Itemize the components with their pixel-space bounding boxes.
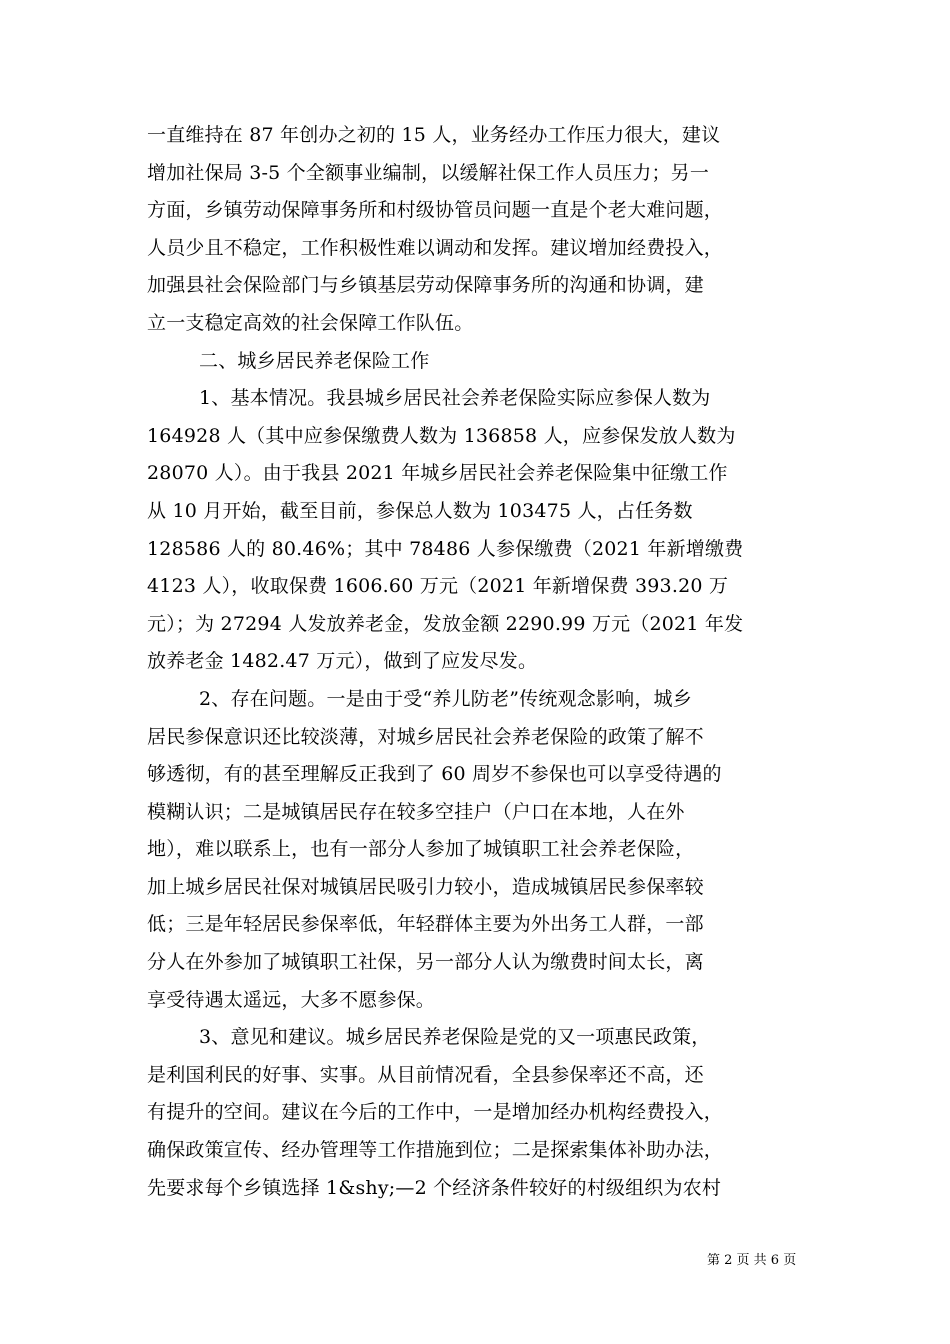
text-line: 先要求每个乡镇选择 1&shy;—2 个经济条件较好的村级组织为农村: [147, 1176, 722, 1199]
text-line: 增加社保局 3-5 个全额事业编制，以缓解社保工作人员压力；另一: [147, 161, 710, 184]
text-line: 有提升的空间。建议在今后的工作中，一是增加经办机构经费投入，: [147, 1101, 724, 1124]
text-line: 128586 人的 80.46%；其中 78486 人参保缴费（2021 年新增缴费: [147, 537, 744, 560]
text-line: 模糊认识；二是城镇居民存在较多空挂户（户口在本地，人在外: [147, 800, 685, 823]
text-line: 人员少且不稳定，工作积极性难以调动和发挥。建议增加经费投入，: [147, 236, 724, 259]
section-heading: 二、城乡居民养老保险工作: [199, 349, 430, 372]
text-line: 加强县社会保险部门与乡镇基层劳动保障事务所的沟通和协调，建: [147, 274, 704, 297]
page-number: 第 2 页 共 6 页: [707, 1253, 797, 1268]
text-line: 28070 人）。由于我县 2021 年城乡居民社会养老保险集中征缴工作: [147, 462, 728, 485]
text-line: 是利国利民的好事、实事。从目前情况看，全县参保率还不高，还: [147, 1063, 704, 1086]
text-line: 分人在外参加了城镇职工社保，另一部分人认为缴费时间太长，离: [147, 951, 704, 974]
document-body: [147, 117, 807, 1207]
text-line: 4123 人），收取保费 1606.60 万元（2021 年新增保费 393.20 万: [147, 575, 729, 598]
text-line: 确保政策宣传、经办管理等工作措施到位；二是探索集体补助办法，: [147, 1139, 724, 1162]
text-line: 加上城乡居民社保对城镇居民吸引力较小，造成城镇居民参保率较: [147, 875, 704, 898]
text-line: 享受待遇太遥远，大多不愿参保。: [147, 988, 436, 1011]
text-line: 立一支稳定高效的社会保障工作队伍。: [147, 311, 474, 334]
text-line: 从 10 月开始，截至目前，参保总人数为 103475 人，占任务数: [147, 499, 693, 522]
text-line: 低；三是年轻居民参保率低，年轻群体主要为外出务工人群，一部: [147, 913, 704, 936]
text-line: 2、存在问题。一是由于受“养儿防老”传统观念影响，城乡: [199, 687, 692, 710]
text-line: 地），难以联系上，也有一部分人参加了城镇职工社会养老保险，: [147, 838, 695, 861]
text-line: 3、意见和建议。城乡居民养老保险是党的又一项惠民政策，: [199, 1026, 711, 1049]
text-line: 够透彻，有的甚至理解反正我到了 60 周岁不参保也可以享受待遇的: [147, 763, 722, 786]
text-line: 居民参保意识还比较淡薄，对城乡居民社会养老保险的政策了解不: [147, 725, 704, 748]
text-line: 方面，乡镇劳动保障事务所和村级协管员问题一直是个老大难问题，: [147, 199, 724, 222]
text-line: 164928 人（其中应参保缴费人数为 136858 人，应参保发放人数为: [147, 424, 736, 447]
text-line: 一直维持在 87 年创办之初的 15 人，业务经办工作压力很大，建议: [147, 124, 721, 146]
text-line: 放养老金 1482.47 万元），做到了应发尽发。: [147, 650, 538, 673]
text-line: 1、基本情况。我县城乡居民社会养老保险实际应参保人数为: [199, 387, 711, 410]
text-line: 元）；为 27294 人发放养老金，发放金额 2290.99 万元（2021 年发: [147, 612, 744, 635]
